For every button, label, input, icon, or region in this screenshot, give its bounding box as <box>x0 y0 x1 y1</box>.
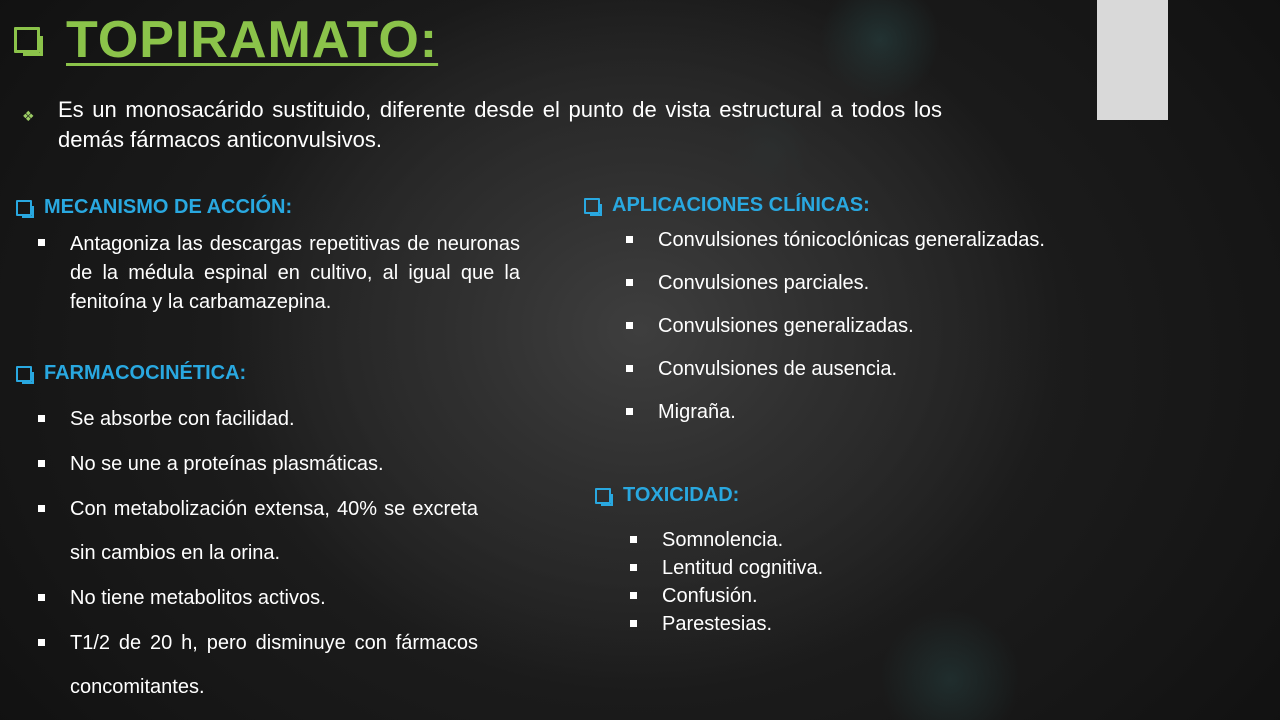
mecanismo-heading-text: MECANISMO DE ACCIÓN: <box>44 196 293 218</box>
list-item: Convulsiones de ausencia. <box>626 356 1186 382</box>
diamond-bullet-icon: ❖ <box>22 108 35 124</box>
list-item: Con metabolización extensa, 40% se excreta sin cambios en la orina. <box>38 487 478 575</box>
list-item: Convulsiones parciales. <box>626 270 1186 296</box>
list-item: Convulsiones generalizadas. <box>626 313 1186 339</box>
list-item: Confusión. <box>630 582 1150 610</box>
list-item: Migraña. <box>626 399 1186 425</box>
farmacocinetica-heading <box>16 362 246 385</box>
toxicidad-heading-text: TOXICIDAD: <box>623 484 740 506</box>
farmacocinetica-list <box>38 406 478 709</box>
aplicaciones-heading <box>584 194 870 217</box>
slide-title <box>14 10 438 70</box>
list-item: Antagoniza las descargas repetitivas de neuronas de la médula espinal en cultivo, al igual que la fenitoína y la carbamazepina. <box>38 230 520 317</box>
title-text: TOPIRAMATO: <box>66 11 439 69</box>
checkbox-icon <box>16 200 32 216</box>
list-item: Lentitud cognitiva. <box>630 554 1150 582</box>
list-item: T1/2 de 20 h, pero disminuye con fármacos concomitantes. <box>38 621 478 709</box>
decorative-grey-block <box>1097 0 1168 120</box>
toxicidad-list <box>630 526 1150 638</box>
list-item: No se une a proteínas plasmáticas. <box>38 451 478 477</box>
toxicidad-heading <box>595 484 739 507</box>
intro-text: Es un monosacárido sustituido, diferente desde el punto de vista estructural a todos los demás fármacos anticonvulsivos. <box>58 97 942 152</box>
mecanismo-heading <box>16 196 292 219</box>
checkbox-icon <box>584 198 600 214</box>
intro-paragraph <box>22 95 942 155</box>
list-item: Parestesias. <box>630 610 1150 638</box>
checkbox-icon <box>14 27 40 53</box>
list-item: Convulsiones tónicoclónicas generalizadas. <box>626 227 1186 253</box>
aplicaciones-heading-text: APLICACIONES CLÍNICAS: <box>612 194 870 216</box>
checkbox-icon <box>595 488 611 504</box>
aplicaciones-list <box>626 227 1186 425</box>
list-item: Se absorbe con facilidad. <box>38 406 478 432</box>
list-item: No tiene metabolitos activos. <box>38 585 478 611</box>
mecanismo-list <box>38 230 520 317</box>
farmacocinetica-heading-text: FARMACOCINÉTICA: <box>44 362 247 384</box>
checkbox-icon <box>16 366 32 382</box>
list-item: Somnolencia. <box>630 526 1150 554</box>
